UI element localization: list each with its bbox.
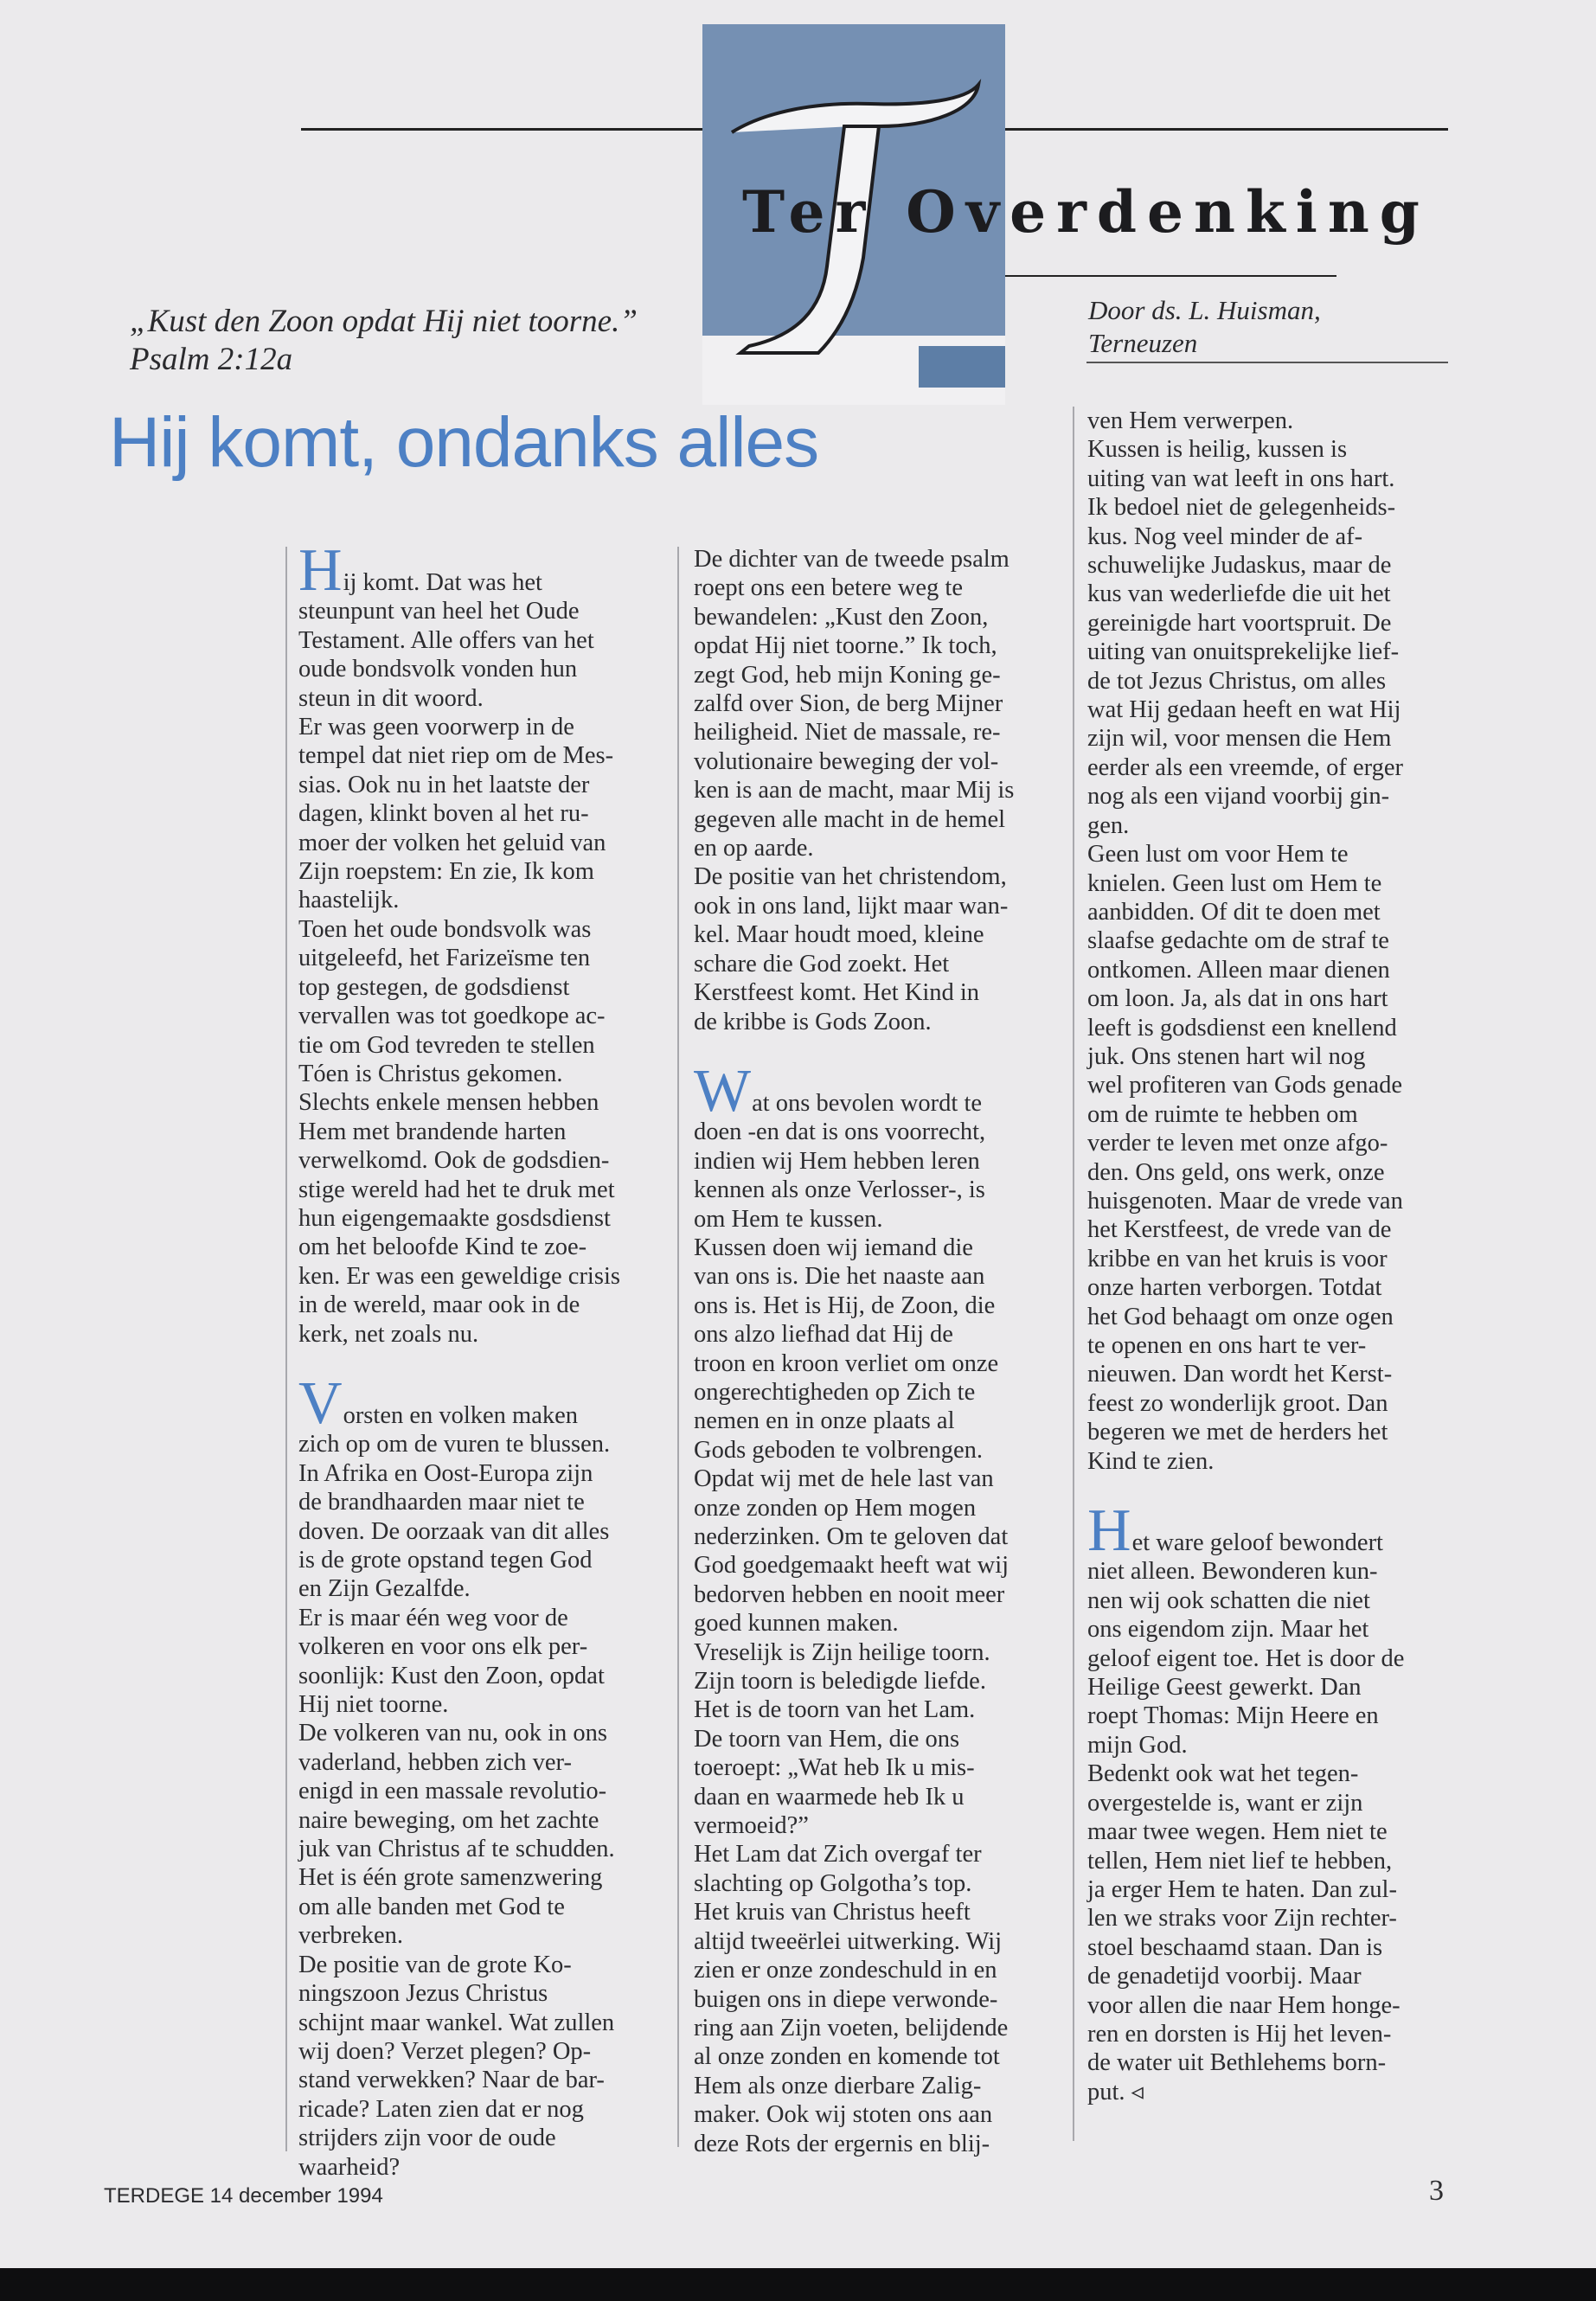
- text-line: mijn God.: [1087, 1731, 1188, 1759]
- text-line: Gods geboden te volbrengen.: [694, 1436, 983, 1464]
- text-line: ken is aan de macht, maar Mij is: [694, 777, 1015, 804]
- drop-cap: W: [694, 1057, 752, 1125]
- article-paragraph: [298, 1369, 662, 2182]
- text-line: Tóen is Christus gekomen.: [298, 1060, 563, 1087]
- text-line: Opdat wij met de hele last van: [694, 1465, 994, 1493]
- text-line: buigen ons in diepe verwonde-: [694, 1985, 998, 2013]
- text-line: gen.: [1087, 811, 1130, 839]
- section-title: Ter Overdenking: [742, 178, 1430, 246]
- text-line: goed kunnen maken.: [694, 1610, 899, 1638]
- text-line: Hij komt. Dat was het: [298, 537, 542, 604]
- text-line: en Zijn Gezalfde.: [298, 1575, 471, 1603]
- text-line: nen wij ook schatten die niet: [1087, 1586, 1370, 1614]
- text-line: Geen lust om voor Hem te: [1087, 841, 1349, 868]
- text-line: roept Thomas: Mijn Heere en: [1087, 1702, 1379, 1730]
- article-paragraph: [694, 1057, 1057, 2158]
- text-line: uitgeleefd, het Farizeïsme ten: [298, 945, 591, 972]
- text-line: Er is maar één weg voor de: [298, 1604, 568, 1631]
- text-line: volutionaire beweging der vol-: [694, 747, 999, 775]
- text-line: De volkeren van nu, ook in ons: [298, 1720, 607, 1747]
- text-line: vervallen was tot goedkope ac-: [298, 1003, 606, 1030]
- text-line: put. ◃: [1087, 2078, 1144, 2106]
- article-title: Hij komt, ondanks alles: [109, 403, 819, 482]
- text-line: huisgenoten. Maar de vrede van: [1087, 1187, 1403, 1215]
- text-line: hun eigengemaakte gosdsdienst: [298, 1204, 611, 1232]
- text-line: Slechts enkele mensen hebben: [298, 1089, 599, 1117]
- text-line: stige wereld had het te druk met: [298, 1176, 615, 1203]
- text-line: wel profiteren van Gods genade: [1087, 1072, 1403, 1099]
- text-line: nemen en in onze plaats al: [694, 1407, 955, 1435]
- article-paragraph: [694, 545, 1057, 1036]
- text-line: kus. Nog veel minder de af-: [1087, 522, 1363, 550]
- text-line: zien er onze zondeschuld in en: [694, 1957, 997, 1984]
- text-line: toeroept: „Wat heb Ik u mis-: [694, 1754, 975, 1782]
- text-line: stoel beschaamd staan. Dan is: [1087, 1933, 1383, 1961]
- text-line: en op aarde.: [694, 835, 814, 862]
- text-line: roept ons een betere weg te: [694, 574, 963, 602]
- text-line: zich op om de vuren te blussen.: [298, 1431, 611, 1458]
- text-line: de water uit Bethlehems born-: [1087, 2049, 1387, 2077]
- text-line: slachting op Golgotha’s top.: [694, 1869, 972, 1897]
- text-line: deze Rots der ergernis en blij-: [694, 2130, 990, 2157]
- text-line: verwelkomd. Ook de godsdien-: [298, 1147, 610, 1175]
- text-line: altijd tweeërlei uitwerking. Wij: [694, 1927, 1003, 1955]
- text-line: niet alleen. Bewonderen kun-: [1087, 1558, 1378, 1586]
- article-column-3: [1087, 407, 1451, 2106]
- text-line: haastelijk.: [298, 887, 400, 914]
- text-line: maar twee wegen. Hem niet te: [1087, 1818, 1388, 1846]
- text-line: gegeven alle macht in de hemel: [694, 805, 1006, 833]
- text-line: moer der volken het geluid van: [298, 829, 606, 856]
- text-line: stand verwekken? Naar de bar-: [298, 2067, 605, 2094]
- text-line: eerder als een vreemde, of erger: [1087, 753, 1404, 781]
- text-line: het Kerstfeest, de vrede van de: [1087, 1216, 1392, 1244]
- column-divider: [285, 547, 287, 2151]
- text-line: nog als een vijand voorbij gin-: [1087, 783, 1390, 811]
- text-line: juk van Christus af te schudden.: [298, 1836, 615, 1863]
- quote-text: „Kust den Zoon opdat Hij niet toorne.”: [130, 304, 638, 339]
- text-line: Hij niet toorne.: [298, 1691, 449, 1719]
- text-line: knielen. Geen lust om Hem te: [1087, 869, 1382, 897]
- text-line: ren en dorsten is Hij het leven-: [1087, 2020, 1392, 2048]
- text-line: daan en waarmede heb Ik u: [694, 1783, 965, 1811]
- text-line: Het kruis van Christus heeft: [694, 1899, 971, 1926]
- text-line: uiting van wat leeft in ons hart.: [1087, 465, 1395, 492]
- text-line: Toen het oude bondsvolk was: [298, 915, 592, 943]
- text-line: Vreselijk is Zijn heilige toorn.: [694, 1638, 990, 1666]
- text-line: De positie van het christendom,: [694, 863, 1007, 891]
- text-line: slaafse gedachte om de straf te: [1087, 927, 1389, 955]
- text-line: bedorven hebben en nooit meer: [694, 1580, 1005, 1608]
- text-line: voor allen die naar Hem honge-: [1087, 1991, 1401, 2019]
- text-line: doven. De oorzaak van dit alles: [298, 1517, 610, 1545]
- text-line: al onze zonden en komende tot: [694, 2043, 1000, 2071]
- text-line: Het is één grote samenzwering: [298, 1864, 603, 1892]
- article-paragraph: [1087, 407, 1451, 1476]
- text-line: Kerstfeest komt. Het Kind in: [694, 979, 980, 1007]
- text-line: onze zonden op Hem mogen: [694, 1494, 977, 1522]
- text-line: schijnt maar wankel. Wat zullen: [298, 2009, 615, 2036]
- text-line: top gestegen, de godsdienst: [298, 973, 570, 1001]
- byline-place: Terneuzen: [1088, 328, 1198, 358]
- text-line: troon en kroon verliet om onze: [694, 1349, 999, 1377]
- text-line: aanbidden. Of dit te doen met: [1087, 898, 1381, 926]
- text-line: nederzinken. Om te geloven dat: [694, 1523, 1009, 1550]
- text-line: Kussen is heilig, kussen is: [1087, 436, 1348, 464]
- text-line: ven Hem verwerpen.: [1087, 407, 1294, 434]
- text-line: ja erger Hem te haten. Dan zul-: [1087, 1875, 1397, 1903]
- text-line: ricade? Laten zien dat er nog: [298, 2095, 584, 2123]
- text-line: onze harten verborgen. Totdat: [1087, 1274, 1382, 1302]
- text-line: vaderland, hebben zich ver-: [298, 1748, 572, 1776]
- text-line: is de grote opstand tegen God: [298, 1547, 593, 1574]
- text-line: Zijn roepstem: En zie, Ik kom: [298, 858, 594, 886]
- text-line: Kind te zien.: [1087, 1447, 1215, 1475]
- text-line: gereinigde hart voortspruit. De: [1087, 609, 1392, 637]
- text-line: juk. Ons stenen hart wil nog: [1087, 1042, 1366, 1070]
- text-line: Heilige Geest gewerkt. Dan: [1087, 1674, 1362, 1702]
- text-line: het God behaagt om onze ogen: [1087, 1303, 1394, 1330]
- text-line: schuwelijke Judaskus, maar de: [1087, 552, 1392, 580]
- text-line: feest zo wonderlijk groot. Dan: [1087, 1389, 1388, 1417]
- text-line: Zijn toorn is beledigde liefde.: [694, 1668, 986, 1695]
- text-line: heiligheid. Niet de massale, re-: [694, 719, 1001, 747]
- text-line: Hem met brandende harten: [298, 1118, 567, 1145]
- byline: [1088, 294, 1321, 360]
- text-line: ons eigendom zijn. Maar het: [1087, 1616, 1369, 1644]
- header-rule-right: [1005, 128, 1448, 131]
- text-line: kennen als onze Verlosser-, is: [694, 1176, 985, 1204]
- text-line: om het beloofde Kind te zoe-: [298, 1234, 587, 1261]
- text-line: om alle banden met God te: [298, 1893, 565, 1920]
- text-line: kel. Maar houdt moed, kleine: [694, 921, 984, 949]
- text-line: tellen, Hem niet lief te hebben,: [1087, 1847, 1393, 1875]
- article-paragraph: [298, 537, 662, 1349]
- text-line: ningszoon Jezus Christus: [298, 1980, 548, 2008]
- text-line: vermoeid?”: [694, 1812, 809, 1840]
- text-line: ontkomen. Alleen maar dienen: [1087, 956, 1390, 984]
- text-line: Vorsten en volken maken: [298, 1369, 579, 1437]
- text-line: ook in ons land, lijkt maar wan-: [694, 892, 1009, 920]
- footer-publication: TERDEGE 14 december 1994: [104, 2184, 383, 2208]
- quote-reference: Psalm 2:12a: [130, 342, 293, 377]
- text-line: Wat ons bevolen wordt te: [694, 1057, 983, 1125]
- text-line: opdat Hij niet toorne.” Ik toch,: [694, 632, 997, 660]
- text-line: kribbe en van het kruis is voor: [1087, 1245, 1388, 1272]
- text-line: bewandelen: „Kust den Zoon,: [694, 603, 989, 631]
- text-line: schare die God zoekt. Het: [694, 950, 950, 977]
- text-line: uiting van onuitsprekelijke lief-: [1087, 638, 1400, 666]
- text-line: Het is de toorn van het Lam.: [694, 1696, 976, 1724]
- text-line: de genadetijd voorbij. Maar: [1087, 1963, 1362, 1990]
- text-line: naire beweging, om het zachte: [298, 1806, 599, 1834]
- text-line: maker. Ook wij stoten ons aan: [694, 2101, 993, 2129]
- text-line: den. Ons geld, ons werk, onze: [1087, 1158, 1385, 1186]
- text-line: de kribbe is Gods Zoon.: [694, 1008, 932, 1035]
- text-line: zalfd over Sion, de berg Mijner: [694, 690, 1003, 718]
- text-line: strijders zijn voor de oude: [298, 2125, 556, 2152]
- article-column-1: [298, 537, 662, 2182]
- text-line: wij doen? Verzet plegen? Op-: [298, 2037, 592, 2065]
- text-line: kerk, net zoals nu.: [298, 1320, 479, 1348]
- text-line: sias. Ook nu in het laatste der: [298, 771, 590, 798]
- text-line: leeft is godsdienst een knellend: [1087, 1014, 1397, 1042]
- text-line: de tot Jezus Christus, om alles: [1087, 667, 1387, 695]
- text-line: De positie van de grote Ko-: [298, 1951, 572, 1978]
- text-line: soonlijk: Kust den Zoon, opdat: [298, 1662, 605, 1689]
- text-line: zijn wil, voor mensen die Hem: [1087, 725, 1392, 753]
- text-line: doen -en dat is ons voorrecht,: [694, 1118, 986, 1146]
- text-line: steunpunt van heel het Oude: [298, 598, 580, 625]
- drop-cap: H: [298, 537, 343, 604]
- text-line: wat Hij gedaan heeft en wat Hij: [1087, 696, 1401, 724]
- text-line: om loon. Ja, als dat in ons hart: [1087, 985, 1388, 1013]
- article-column-2: [694, 545, 1057, 2158]
- text-line: oude bondsvolk vonden hun: [298, 656, 578, 683]
- text-line: tempel dat niet riep om de Mes-: [298, 742, 614, 770]
- text-line: Bedenkt ook wat het tegen-: [1087, 1760, 1359, 1788]
- text-line: ongerechtigheden op Zich te: [694, 1378, 976, 1406]
- text-line: dagen, klinkt boven al het ru-: [298, 800, 589, 828]
- header-rule-left: [301, 128, 704, 131]
- text-line: verbreken.: [298, 1922, 404, 1950]
- text-line: nieuwen. Dan wordt het Kerst-: [1087, 1361, 1393, 1388]
- page-number: 3: [1429, 2175, 1444, 2207]
- text-line: zegt God, heb mijn Koning ge-: [694, 661, 1001, 689]
- text-line: De dichter van de tweede psalm: [694, 546, 1010, 573]
- text-line: steun in dit woord.: [298, 684, 484, 712]
- text-line: Hem als onze dierbare Zalig-: [694, 2072, 982, 2099]
- article-paragraph: [1087, 1497, 1451, 2106]
- text-line: enigd in een massale revolutio-: [298, 1778, 607, 1805]
- byline-author: Door ds. L. Huisman,: [1088, 295, 1321, 325]
- text-line: In Afrika en Oost-Europa zijn: [298, 1459, 593, 1487]
- text-line: Het ware geloof bewondert: [1087, 1497, 1383, 1565]
- text-line: begeren we met de herders het: [1087, 1419, 1388, 1446]
- text-line: volkeren en voor ons elk per-: [298, 1633, 588, 1661]
- text-line: ken. Er was een geweldige crisis: [298, 1262, 620, 1290]
- text-line: De toorn van Hem, die ons: [694, 1725, 960, 1753]
- text-line: te openen en ons hart te ver-: [1087, 1332, 1367, 1359]
- text-line: Het Lam dat Zich overgaf ter: [694, 1841, 982, 1868]
- text-line: ons alzo liefhad dat Hij de: [694, 1321, 953, 1349]
- text-line: kus van wederliefde die uit het: [1087, 580, 1391, 608]
- text-line: tie om God tevreden te stellen: [298, 1031, 595, 1059]
- text-line: waarheid?: [298, 2153, 401, 2181]
- text-line: geloof eigent toe. Het is door de: [1087, 1644, 1405, 1672]
- text-line: overgestelde is, want er zijn: [1087, 1789, 1363, 1817]
- text-line: Testament. Alle offers van het: [298, 626, 594, 654]
- text-line: indien wij Hem hebben leren: [694, 1147, 980, 1175]
- text-line: God goedgemaakt heeft wat wij: [694, 1552, 1010, 1580]
- text-line: Kussen doen wij iemand die: [694, 1234, 973, 1261]
- text-line: len we straks voor Zijn rechter-: [1087, 1905, 1397, 1932]
- text-line: ring aan Zijn voeten, belijdende: [694, 2014, 1009, 2041]
- text-line: Er was geen voorwerp in de: [298, 714, 574, 741]
- column-divider: [677, 547, 679, 2147]
- text-line: de brandhaarden maar niet te: [298, 1489, 585, 1516]
- text-line: van ons is. Die het naaste aan: [694, 1263, 985, 1291]
- column-divider: [1073, 407, 1074, 2141]
- text-line: Ik bedoel niet de gelegenheids-: [1087, 494, 1396, 522]
- byline-rule: [1086, 362, 1448, 363]
- text-line: in de wereld, maar ook in de: [298, 1292, 580, 1319]
- drop-cap: V: [298, 1369, 343, 1437]
- drop-cap: H: [1087, 1497, 1131, 1565]
- text-line: ons is. Het is Hij, de Zoon, die: [694, 1292, 996, 1319]
- scan-edge: [0, 2268, 1596, 2301]
- text-line: om Hem te kussen.: [694, 1205, 883, 1233]
- text-line: verder te leven met onze afgo-: [1087, 1130, 1388, 1157]
- text-line: om de ruimte te hebben om: [1087, 1100, 1358, 1128]
- scripture-quote: [130, 303, 638, 379]
